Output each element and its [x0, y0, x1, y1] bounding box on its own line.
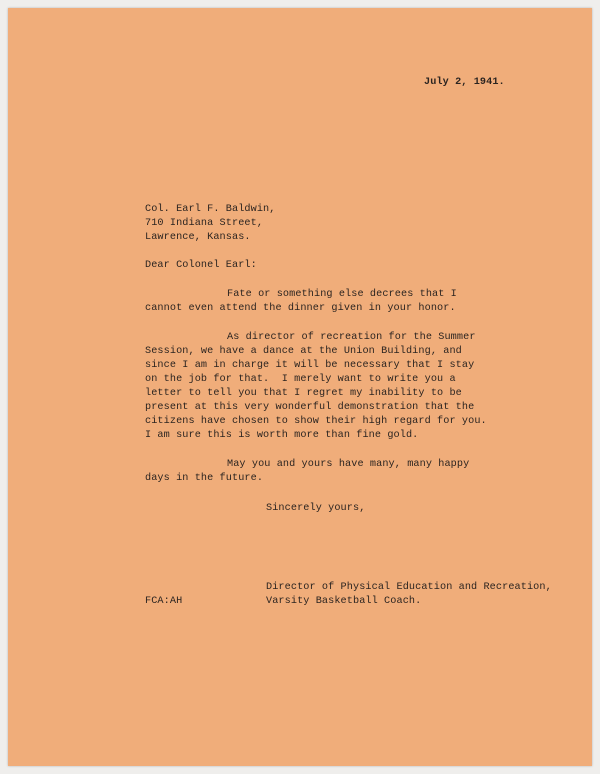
- paragraph-line: present at this very wonderful demonstration that the: [145, 402, 475, 413]
- address-line: 710 Indiana Street,: [145, 218, 264, 229]
- reference-initials: FCA:AH: [145, 596, 183, 607]
- paragraph-line: May you and yours have many, many happy: [227, 459, 470, 470]
- letter-page: [8, 8, 592, 766]
- salutation: Dear Colonel Earl:: [145, 260, 257, 271]
- letter-date: July 2, 1941.: [424, 77, 505, 88]
- address-line: Col. Earl F. Baldwin,: [145, 204, 276, 215]
- paragraph-line: citizens have chosen to show their high regard for you.: [145, 416, 487, 427]
- paragraph-line: Session, we have a dance at the Union Building, and: [145, 346, 462, 357]
- paragraph-line: cannot even attend the dinner given in your honor.: [145, 303, 456, 314]
- signature-title-line: Varsity Basketball Coach.: [266, 596, 422, 607]
- paragraph-line: I am sure this is worth more than fine gold.: [145, 430, 419, 441]
- signature-title-line: Director of Physical Education and Recreation,: [266, 582, 552, 593]
- paragraph-line: since I am in charge it will be necessary that I stay: [145, 360, 475, 371]
- paragraph-line: As director of recreation for the Summer: [227, 332, 476, 343]
- closing: Sincerely yours,: [266, 503, 366, 514]
- paragraph-line: Fate or something else decrees that I: [227, 289, 457, 300]
- paragraph-line: letter to tell you that I regret my inability to be: [145, 388, 462, 399]
- address-line: Lawrence, Kansas.: [145, 232, 251, 243]
- paragraph-line: days in the future.: [145, 473, 264, 484]
- paragraph-line: on the job for that. I merely want to write you a: [145, 374, 456, 385]
